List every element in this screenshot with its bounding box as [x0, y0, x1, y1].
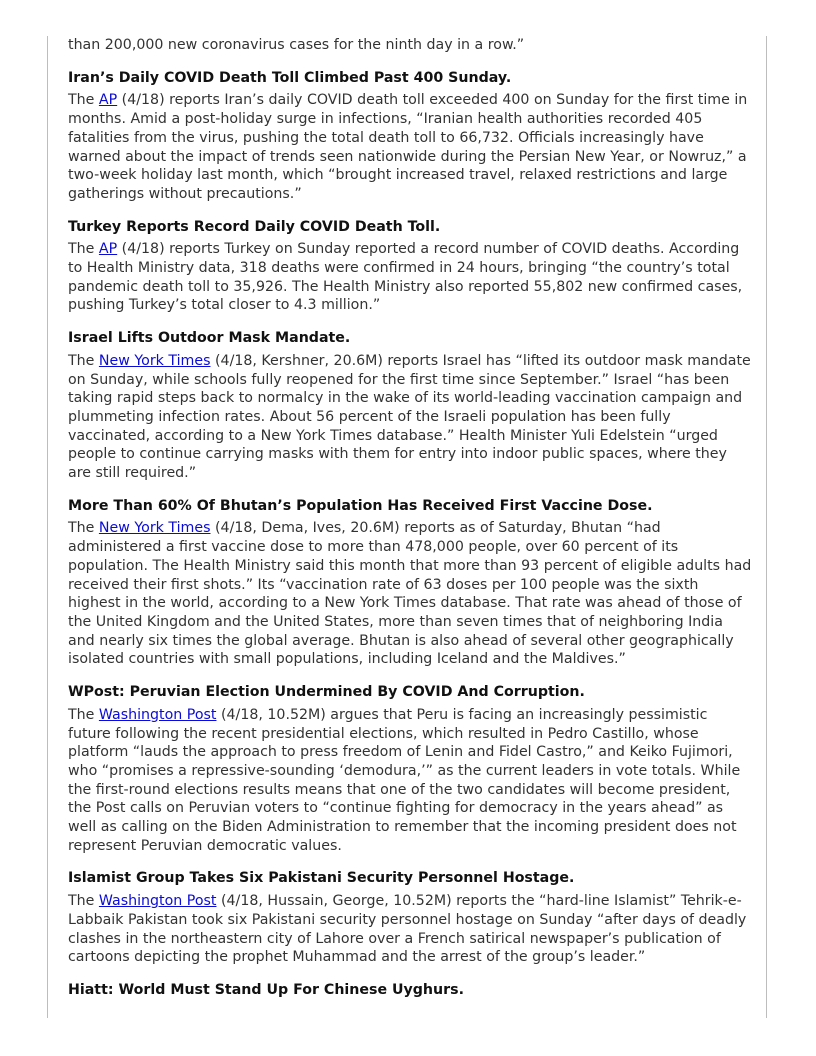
article-body [68, 352, 752, 483]
article-text: (4/18, Kershner, 20.6M) reports Israel has “lifted its outdoor mask mandate on Sunday, while schools fully reopened for the first time since September.” Israel “has been taking rapid steps back to normalcy in the wake of its world-leading vaccination campaign and plummeting infection rates. About 56 percent of the Israeli population has been fully vaccinated, according to a New York Times database.” Health Minister Yuli Edelstein “urged people to continue carrying masks with them for entry into indoor public spaces, where they are still required.” [68, 352, 751, 482]
article-body [68, 706, 752, 856]
source-link-new-york-times[interactable]: New York Times [98, 352, 211, 369]
article-headline: Islamist Group Takes Six Pakistani Security Personnel Hostage. [68, 870, 575, 887]
article-lead: The [68, 520, 99, 537]
source-link-washington-post[interactable]: Washington Post [98, 893, 217, 910]
article-lead: The [68, 92, 99, 109]
article-body [68, 892, 752, 967]
newsletter-content [68, 36, 752, 1004]
source-link-new-york-times[interactable]: New York Times [98, 520, 211, 537]
article-body [68, 240, 752, 315]
article-bhutan-vaccine [68, 497, 752, 669]
article-body [68, 519, 752, 669]
article-text: (4/18) reports Turkey on Sunday reported a record number of COVID deaths. According to Health Ministry data, 318 deaths were confirmed in 24 hours, bringing “the country’s total pandemic death toll to 35,926. The Health Ministry also reported 55,802 new confirmed cases, pushing Turkey’s total closer to 4.3 million.” [68, 241, 743, 314]
article-headline: WPost: Peruvian Election Undermined By COVID And Corruption. [68, 684, 585, 701]
article-lead: The [68, 352, 99, 369]
source-link-washington-post[interactable]: Washington Post [98, 706, 217, 723]
continued-text: than 200,000 new coronavirus cases for the ninth day in a row.” [68, 37, 525, 53]
source-link-ap[interactable]: AP [98, 92, 118, 109]
article-headline: More Than 60% Of Bhutan’s Population Has Received First Vaccine Dose. [68, 497, 653, 514]
article-pakistan-hostage [68, 869, 752, 967]
article-headline: Iran’s Daily COVID Death Toll Climbed Past 400 Sunday. [68, 69, 512, 86]
article-headline: Turkey Reports Record Daily COVID Death Toll. [68, 218, 441, 235]
article-iran-death-toll [68, 69, 752, 204]
article-lead: The [68, 893, 99, 910]
article-israel-mask-mandate [68, 329, 752, 483]
article-lead: The [68, 241, 99, 258]
source-link-ap[interactable]: AP [98, 241, 118, 258]
article-turkey-death-toll [68, 218, 752, 316]
article-text: (4/18) reports Iran’s daily COVID death toll exceeded 400 on Sunday for the first time in months. Amid a post-holiday surge in infections, “Iranian health authorities recorded 405 fatalities from the virus, pushing the total death toll to 66,732. Officials increasingly have warned about the impact of trends seen nationwide during the Persian New Year, or Nowruz,” a two-week holiday last month, which “brought increased travel, relaxed restrictions and large gatherings without precautions.” [68, 92, 748, 202]
article-body [68, 91, 752, 203]
article-peru-election [68, 683, 752, 855]
article-headline: Israel Lifts Outdoor Mask Mandate. [68, 330, 351, 347]
article-text: (4/18, 10.52M) argues that Peru is facing an increasingly pessimistic future following the recent presidential elections, which resulted in Pedro Castillo, whose platform “lauds the approach to press freedom of Lenin and Fidel Castro,” and Keiko Fujimori, who “promises a repressive-sounding ‘demodura,’” as the current leaders in vote totals. While the first-round elections results means that one of the two candidates will become president, the Post calls on Peruvian voters to “continue fighting for democracy in the years ahead” as well as calling on the Biden Administration to remember that the incoming president does not represent Peruvian democratic values. [68, 706, 741, 854]
article-text: (4/18, Hussain, George, 10.52M) reports the “hard-line Islamist” Tehrik-e-Labbaik Pakistan took six Pakistani security personnel hostage on Sunday “after days of deadly clashes in the northeastern city of Lahore over a French satirical newspaper’s publication of cartoons depicting the prophet Muhammad and the arrest of the group’s leader.” [68, 893, 747, 966]
article-headline-uyghurs: Hiatt: World Must Stand Up For Chinese Uyghurs. [68, 981, 464, 998]
article-lead: The [68, 706, 99, 723]
article-text: (4/18, Dema, Ives, 20.6M) reports as of Saturday, Bhutan “had administered a first vaccine dose to more than 478,000 people, over 60 percent of its population. The Health Ministry said this month that more than 93 percent of eligible adults had received their first shots.” Its “vaccination rate of 63 doses per 100 people was the sixth highest in the world, according to a New York Times database. That rate was ahead of those of the United Kingdom and the United States, more than seven times that of neighboring India and nearly six times the global average. Bhutan is also ahead of several other geographically isolated countries with small populations, including Iceland and the Maldives.” [68, 520, 752, 668]
document-page [47, 36, 767, 1018]
